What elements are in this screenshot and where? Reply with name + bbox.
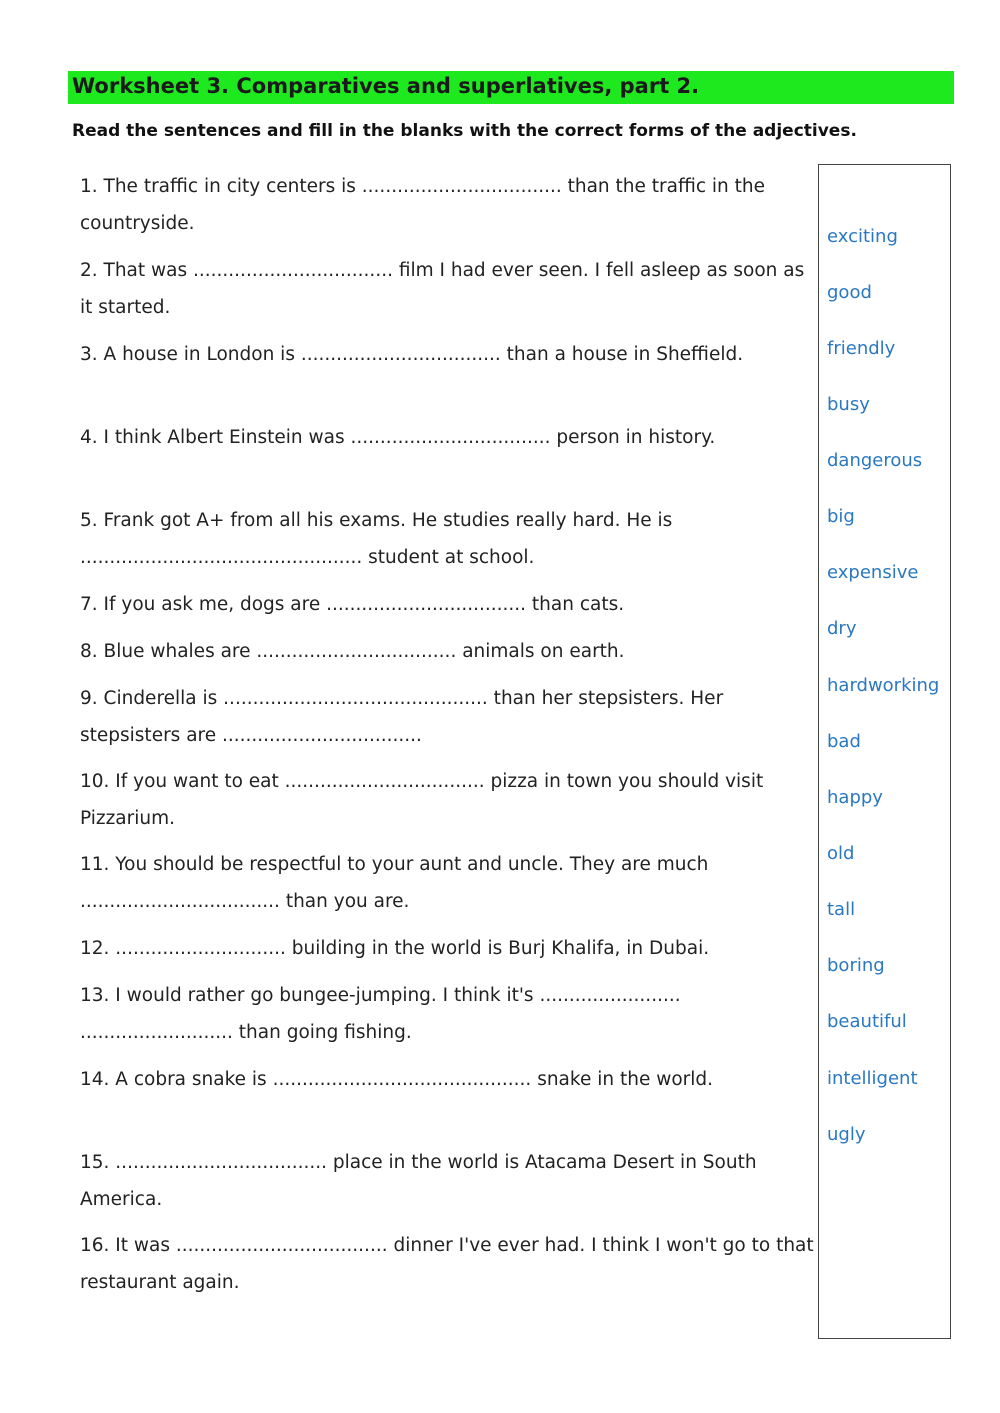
sentence-11: 11. You should be respectful to your aunt and uncle. They are much .................................. than you are. <box>80 854 709 912</box>
page-title: Worksheet 3. Comparatives and superlatives, part 2. <box>72 74 700 98</box>
sentence-16: 16. It was .................................... dinner I've ever had. I think I won't go to that restaurant again. <box>80 1235 814 1293</box>
sentence-1: 1. The traffic in city centers is .................................. than the traffic in the countryside. <box>80 176 766 234</box>
sentence-14: 14. A cobra snake is ............................................ snake in the world. <box>80 1069 714 1090</box>
word-bank-item: ugly <box>827 1124 866 1145</box>
word-bank-item: old <box>827 843 855 864</box>
word-bank <box>818 164 951 1339</box>
word-bank-item: beautiful <box>827 1011 907 1032</box>
sentence-10: 10. If you want to eat .................................. pizza in town you should visit Pizzarium. <box>80 771 764 829</box>
word-bank-item: happy <box>827 787 883 808</box>
sentence-5: 5. Frank got A+ from all his exams. He studies really hard. He is ................................................ student at school. <box>80 510 673 568</box>
word-bank-item: exciting <box>827 226 898 247</box>
word-bank-item: friendly <box>827 338 896 359</box>
word-bank-item: intelligent <box>827 1068 918 1089</box>
word-bank-item: boring <box>827 955 885 976</box>
word-bank-item: hardworking <box>827 675 940 696</box>
instructions: Read the sentences and fill in the blanks with the correct forms of the adjectives. <box>72 121 857 141</box>
word-bank-item: busy <box>827 394 870 415</box>
word-bank-item: good <box>827 282 872 303</box>
title-band <box>68 71 954 104</box>
word-bank-item: dry <box>827 618 857 639</box>
sentence-8: 8. Blue whales are .................................. animals on earth. <box>80 641 625 662</box>
sentence-15: 15. .................................... place in the world is Atacama Desert in South America. <box>80 1152 757 1210</box>
sentence-12: 12. ............................. building in the world is Burj Khalifa, in Dubai. <box>80 938 710 959</box>
word-bank-item: dangerous <box>827 450 923 471</box>
word-bank-item: bad <box>827 731 861 752</box>
sentence-13: 13. I would rather go bungee-jumping. I think it's ........................ .......................... than going fishing. <box>80 985 681 1043</box>
sentence-2: 2. That was .................................. film I had ever seen. I fell asleep as soon as it started. <box>80 260 805 318</box>
word-bank-item: expensive <box>827 562 919 583</box>
word-bank-item: tall <box>827 899 856 920</box>
sentence-3: 3. A house in London is .................................. than a house in Sheffield. <box>80 344 744 365</box>
sentence-9: 9. Cinderella is ............................................. than her stepsisters. Her stepsisters are .................................. <box>80 688 724 746</box>
sentence-7: 7. If you ask me, dogs are .................................. than cats. <box>80 594 625 615</box>
word-bank-item: big <box>827 506 855 527</box>
sentence-4: 4. I think Albert Einstein was .................................. person in history. <box>80 427 716 448</box>
